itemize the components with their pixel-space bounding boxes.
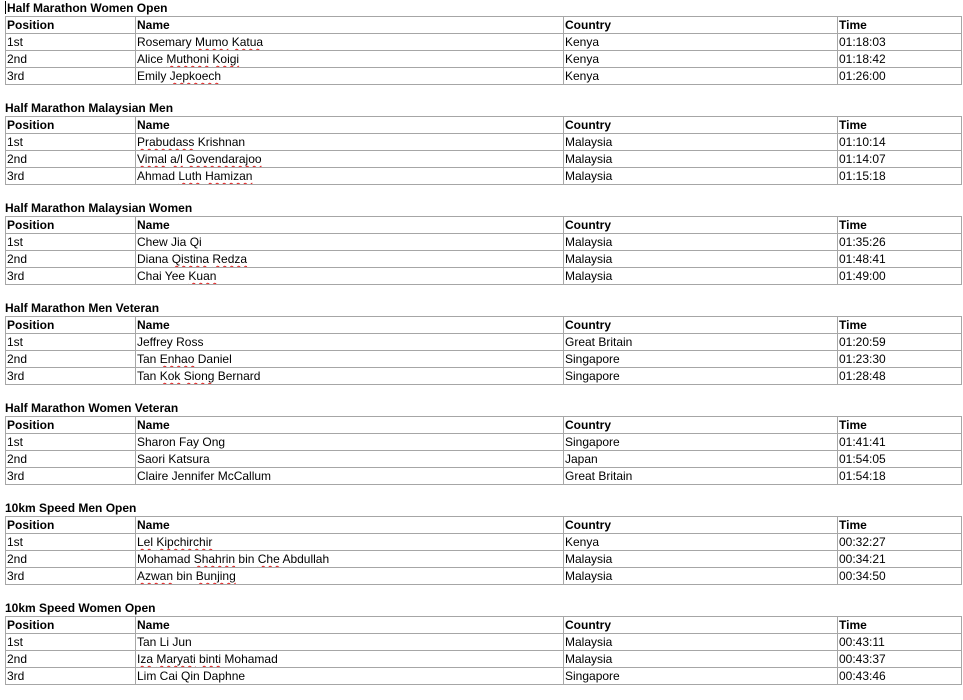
- table-row: [6, 151, 962, 168]
- section-title[interactable]: [5, 0, 962, 16]
- cell-country[interactable]: Malaysia: [564, 651, 838, 668]
- table-row: [6, 568, 962, 585]
- results-section: [5, 400, 962, 500]
- cell-position[interactable]: 1st: [6, 234, 136, 251]
- name-text: Jeffrey Ross: [137, 335, 204, 349]
- cell-country[interactable]: Singapore: [564, 434, 838, 451]
- cell-name[interactable]: [136, 568, 564, 585]
- misspelled-word: Siong: [183, 369, 215, 383]
- header-position[interactable]: Position: [6, 17, 136, 34]
- cell-position[interactable]: 1st: [6, 434, 136, 451]
- cell-name[interactable]: [136, 251, 564, 268]
- table-row: [6, 334, 962, 351]
- cell-name[interactable]: [136, 634, 564, 651]
- name-text: Rosemary: [137, 35, 196, 49]
- results-table: [5, 516, 962, 585]
- cell-position[interactable]: 2nd: [6, 251, 136, 268]
- table-row: [6, 268, 962, 285]
- cell-time[interactable]: 00:43:46: [838, 668, 962, 685]
- misspelled-word: Kipchirchir: [156, 535, 213, 549]
- results-section: [5, 500, 962, 600]
- header-name[interactable]: Name: [136, 617, 564, 634]
- misspelled-word: Mumo: [195, 35, 229, 49]
- header-name[interactable]: Name: [136, 517, 564, 534]
- cell-country[interactable]: Kenya: [564, 68, 838, 85]
- table-header-row: [6, 17, 962, 34]
- section-title[interactable]: [5, 600, 962, 616]
- table-header-row: [6, 317, 962, 334]
- cell-name[interactable]: [136, 34, 564, 51]
- cell-time[interactable]: 01:23:30: [838, 351, 962, 368]
- name-text: Diana: [137, 252, 172, 266]
- name-text: Chew Jia Qi: [137, 235, 202, 249]
- cell-country[interactable]: Kenya: [564, 534, 838, 551]
- name-text: Mohamad: [221, 652, 278, 666]
- cell-time[interactable]: 01:10:14: [838, 134, 962, 151]
- cell-name[interactable]: [136, 451, 564, 468]
- results-section: [5, 600, 962, 700]
- table-row: [6, 134, 962, 151]
- document-page[interactable]: [5, 0, 962, 700]
- name-text: Claire Jennifer McCallum: [137, 469, 272, 483]
- misspelled-word: Shahrin: [193, 552, 236, 566]
- misspelled-word: Govendarajoo: [186, 152, 262, 166]
- cell-name[interactable]: [136, 51, 564, 68]
- section-title[interactable]: [5, 400, 962, 416]
- header-name[interactable]: Name: [136, 217, 564, 234]
- cell-time[interactable]: 00:43:11: [838, 634, 962, 651]
- cell-name[interactable]: [136, 368, 564, 385]
- misspelled-word: Lel: [137, 535, 154, 549]
- cell-time[interactable]: 01:14:07: [838, 151, 962, 168]
- misspelled-word: binti: [199, 652, 222, 666]
- misspelled-word: Prabudass: [137, 135, 195, 149]
- misspelled-word: Kuan: [188, 269, 217, 283]
- cell-time[interactable]: 00:34:50: [838, 568, 962, 585]
- misspelled-word: Hamizan: [205, 169, 253, 183]
- cell-time[interactable]: 00:43:37: [838, 651, 962, 668]
- cell-position[interactable]: 3rd: [6, 168, 136, 185]
- header-position[interactable]: Position: [6, 617, 136, 634]
- cell-country[interactable]: Great Britain: [564, 334, 838, 351]
- cell-country[interactable]: Malaysia: [564, 168, 838, 185]
- cell-name[interactable]: [136, 68, 564, 85]
- header-time[interactable]: Time: [838, 117, 962, 134]
- section-title[interactable]: [5, 200, 962, 216]
- misspelled-word: Iza: [137, 652, 154, 666]
- header-country[interactable]: Country: [564, 117, 838, 134]
- section-title[interactable]: [5, 500, 962, 516]
- name-text: Daniel: [194, 352, 232, 366]
- cell-country[interactable]: Japan: [564, 451, 838, 468]
- results-table: [5, 616, 962, 685]
- cell-time[interactable]: 01:54:05: [838, 451, 962, 468]
- header-country[interactable]: Country: [564, 617, 838, 634]
- misspelled-word: Kok: [159, 369, 181, 383]
- cell-time[interactable]: 01:41:41: [838, 434, 962, 451]
- cell-name[interactable]: [136, 651, 564, 668]
- cell-country[interactable]: Kenya: [564, 34, 838, 51]
- table-row: [6, 451, 962, 468]
- table-row: [6, 534, 962, 551]
- name-text: Chai Yee: [137, 269, 189, 283]
- cell-position[interactable]: 1st: [6, 534, 136, 551]
- cell-position[interactable]: 2nd: [6, 351, 136, 368]
- cell-name[interactable]: [136, 168, 564, 185]
- header-time[interactable]: Time: [838, 417, 962, 434]
- table-row: [6, 351, 962, 368]
- name-text: Mohamad: [137, 552, 194, 566]
- header-time[interactable]: Time: [838, 217, 962, 234]
- table-header-row: [6, 117, 962, 134]
- cell-name[interactable]: [136, 151, 564, 168]
- cell-position[interactable]: 2nd: [6, 151, 136, 168]
- misspelled-word: Luth: [178, 169, 202, 183]
- name-text: Bernard: [214, 369, 261, 383]
- table-row: [6, 234, 962, 251]
- section-title-text: Half Marathon Malaysian Women: [5, 201, 193, 215]
- cell-position[interactable]: 3rd: [6, 668, 136, 685]
- cell-country[interactable]: Singapore: [564, 668, 838, 685]
- table-row: [6, 668, 962, 685]
- section-title-text: Half Marathon Malaysian Men: [5, 101, 174, 115]
- table-header-row: [6, 417, 962, 434]
- cell-country[interactable]: Malaysia: [564, 234, 838, 251]
- header-position[interactable]: Position: [6, 217, 136, 234]
- name-text: Sharon Fay Ong: [137, 435, 226, 449]
- cell-country[interactable]: Malaysia: [564, 568, 838, 585]
- section-title-text: Half Marathon Women Veteran: [5, 401, 179, 415]
- name-text: Ahmad: [137, 169, 179, 183]
- misspelled-word: Redza: [212, 252, 248, 266]
- section-title-text: Half Marathon Men Veteran: [5, 301, 160, 315]
- name-text: Tan: [137, 352, 160, 366]
- cell-time[interactable]: 01:49:00: [838, 268, 962, 285]
- misspelled-word: Jepkoech: [169, 69, 222, 83]
- header-position[interactable]: Position: [6, 317, 136, 334]
- misspelled-word: Che: [257, 552, 280, 566]
- cell-position[interactable]: 1st: [6, 334, 136, 351]
- header-country[interactable]: Country: [564, 217, 838, 234]
- header-country[interactable]: Country: [564, 517, 838, 534]
- name-text: Emily: [137, 69, 170, 83]
- table-row: [6, 551, 962, 568]
- section-title[interactable]: [5, 300, 962, 316]
- cell-position[interactable]: 3rd: [6, 368, 136, 385]
- header-name[interactable]: Name: [136, 17, 564, 34]
- header-name[interactable]: Name: [136, 317, 564, 334]
- name-text: Lim Cai Qin Daphne: [137, 669, 246, 683]
- results-table: [5, 16, 962, 85]
- cell-position[interactable]: 2nd: [6, 651, 136, 668]
- results-section: [5, 0, 962, 100]
- cell-position[interactable]: 3rd: [6, 468, 136, 485]
- cell-position[interactable]: 1st: [6, 34, 136, 51]
- name-text: Alice: [137, 52, 167, 66]
- name-text: Tan: [137, 369, 160, 383]
- cell-name[interactable]: [136, 468, 564, 485]
- cell-country[interactable]: Great Britain: [564, 468, 838, 485]
- name-text: Tan Li Jun: [137, 635, 192, 649]
- name-text: Krishnan: [194, 135, 246, 149]
- results-table: [5, 116, 962, 185]
- misspelled-word: Koigi: [212, 52, 240, 66]
- header-position[interactable]: Position: [6, 517, 136, 534]
- misspelled-word: Azwan: [137, 569, 174, 583]
- cell-time[interactable]: 01:48:41: [838, 251, 962, 268]
- header-position[interactable]: Position: [6, 417, 136, 434]
- header-time[interactable]: Time: [838, 617, 962, 634]
- results-section: [5, 100, 962, 200]
- cell-country[interactable]: Malaysia: [564, 268, 838, 285]
- text-cursor: [5, 1, 6, 14]
- cell-position[interactable]: 1st: [6, 634, 136, 651]
- table-header-row: [6, 517, 962, 534]
- misspelled-word: Vimal: [137, 152, 167, 166]
- cell-time[interactable]: 01:54:18: [838, 468, 962, 485]
- results-table: [5, 416, 962, 485]
- cell-time[interactable]: 01:26:00: [838, 68, 962, 85]
- cell-name[interactable]: [136, 668, 564, 685]
- cell-time[interactable]: 01:15:18: [838, 168, 962, 185]
- table-row: [6, 168, 962, 185]
- cell-position[interactable]: 2nd: [6, 551, 136, 568]
- header-time[interactable]: Time: [838, 317, 962, 334]
- table-row: [6, 468, 962, 485]
- cell-time[interactable]: 01:18:42: [838, 51, 962, 68]
- cell-name[interactable]: [136, 534, 564, 551]
- misspelled-word: Maryati: [156, 652, 196, 666]
- table-row: [6, 51, 962, 68]
- cell-time[interactable]: 00:34:21: [838, 551, 962, 568]
- table-row: [6, 368, 962, 385]
- misspelled-word: Enhao: [159, 352, 195, 366]
- table-row: [6, 251, 962, 268]
- results-section: [5, 300, 962, 400]
- misspelled-word: Katua: [231, 35, 264, 49]
- table-row: [6, 651, 962, 668]
- section-title-text: Half Marathon Women Open: [7, 1, 168, 15]
- header-country[interactable]: Country: [564, 417, 838, 434]
- table-row: [6, 34, 962, 51]
- cell-name[interactable]: [136, 351, 564, 368]
- cell-time[interactable]: 01:20:59: [838, 334, 962, 351]
- name-text: Saori Katsura: [137, 452, 210, 466]
- cell-country[interactable]: Malaysia: [564, 634, 838, 651]
- results-section: [5, 200, 962, 300]
- header-country[interactable]: Country: [564, 317, 838, 334]
- cell-name[interactable]: [136, 268, 564, 285]
- header-time[interactable]: Time: [838, 517, 962, 534]
- section-title[interactable]: [5, 100, 962, 116]
- cell-country[interactable]: Malaysia: [564, 551, 838, 568]
- table-row: [6, 434, 962, 451]
- cell-time[interactable]: 00:32:27: [838, 534, 962, 551]
- name-text: bin: [235, 552, 258, 566]
- cell-position[interactable]: 3rd: [6, 568, 136, 585]
- cell-name[interactable]: [136, 551, 564, 568]
- results-table: [5, 316, 962, 385]
- cell-position[interactable]: 1st: [6, 134, 136, 151]
- cell-country[interactable]: Singapore: [564, 368, 838, 385]
- cell-position[interactable]: 2nd: [6, 51, 136, 68]
- cell-country[interactable]: Malaysia: [564, 151, 838, 168]
- cell-country[interactable]: Malaysia: [564, 251, 838, 268]
- cell-name[interactable]: [136, 234, 564, 251]
- section-title-text: 10km Speed Women Open: [5, 601, 156, 615]
- table-row: [6, 634, 962, 651]
- header-name[interactable]: Name: [136, 117, 564, 134]
- header-name[interactable]: Name: [136, 417, 564, 434]
- cell-name[interactable]: [136, 334, 564, 351]
- cell-country[interactable]: Malaysia: [564, 134, 838, 151]
- cell-time[interactable]: 01:18:03: [838, 34, 962, 51]
- cell-time[interactable]: 01:35:26: [838, 234, 962, 251]
- name-text: bin: [173, 569, 196, 583]
- header-time[interactable]: Time: [838, 17, 962, 34]
- table-header-row: [6, 217, 962, 234]
- misspelled-word: a/l: [170, 152, 183, 166]
- section-title-text: 10km Speed Men Open: [5, 501, 137, 515]
- misspelled-word: Qistina: [171, 252, 210, 266]
- name-text: Abdullah: [279, 552, 330, 566]
- cell-country[interactable]: Singapore: [564, 351, 838, 368]
- misspelled-word: Bunjing: [195, 569, 236, 583]
- header-country[interactable]: Country: [564, 17, 838, 34]
- cell-position[interactable]: 3rd: [6, 268, 136, 285]
- cell-time[interactable]: 01:28:48: [838, 368, 962, 385]
- results-table: [5, 216, 962, 285]
- cell-position[interactable]: 3rd: [6, 68, 136, 85]
- cell-country[interactable]: Kenya: [564, 51, 838, 68]
- table-row: [6, 68, 962, 85]
- table-header-row: [6, 617, 962, 634]
- misspelled-word: Muthoni: [166, 52, 210, 66]
- cell-name[interactable]: [136, 434, 564, 451]
- header-position[interactable]: Position: [6, 117, 136, 134]
- cell-name[interactable]: [136, 134, 564, 151]
- cell-position[interactable]: 2nd: [6, 451, 136, 468]
